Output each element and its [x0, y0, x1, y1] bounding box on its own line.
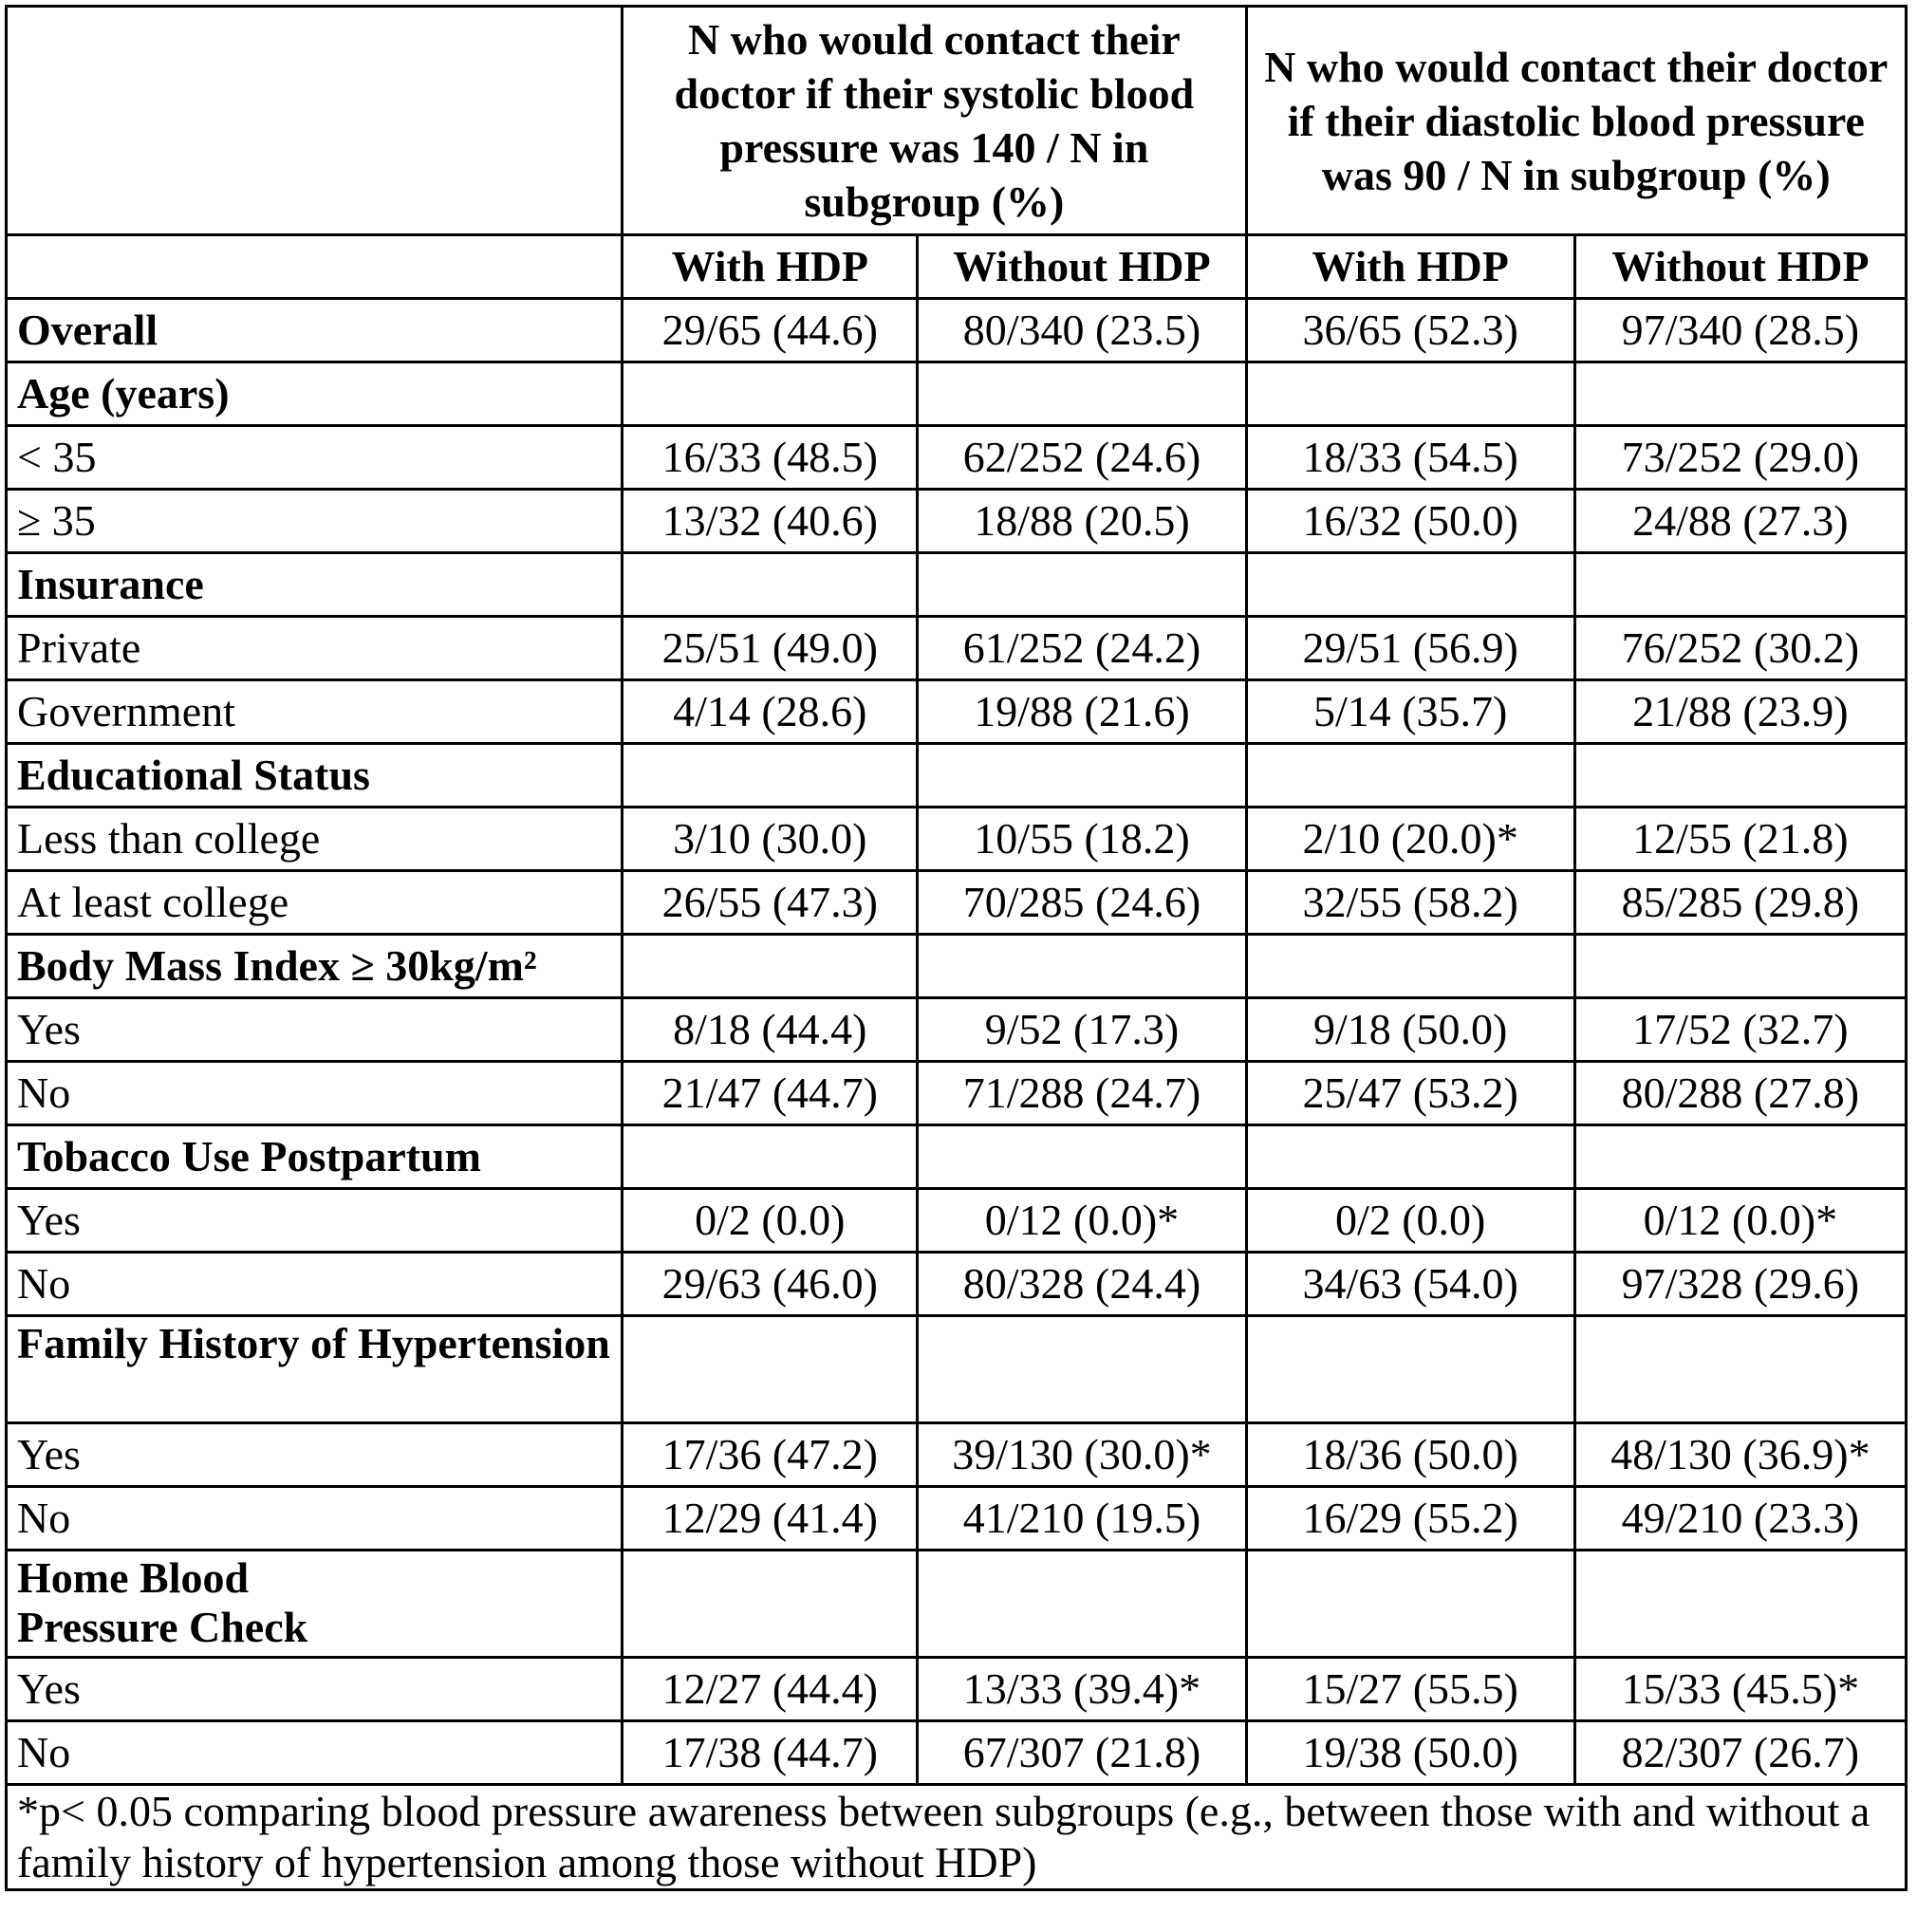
cell-diastolic-without-hdp: 12/55 (21.8) [1574, 808, 1906, 871]
row-label: Age (years) [7, 362, 623, 426]
cell-diastolic-with-hdp: 32/55 (58.2) [1246, 871, 1574, 935]
row-label: Yes [7, 998, 623, 1062]
cell-diastolic-without-hdp [1574, 744, 1906, 808]
row-label: Yes [7, 1658, 623, 1721]
row-label: Less than college [7, 808, 623, 871]
cell-diastolic-without-hdp: 49/210 (23.3) [1574, 1487, 1906, 1551]
table-row [7, 871, 1907, 935]
cell-diastolic-without-hdp: 97/328 (29.6) [1574, 1253, 1906, 1316]
row-label: Insurance [7, 553, 623, 617]
cell-diastolic-without-hdp: 0/12 (0.0)* [1574, 1189, 1906, 1253]
cell-systolic-without-hdp: 18/88 (20.5) [918, 490, 1246, 553]
cell-systolic-without-hdp: 61/252 (24.2) [918, 617, 1246, 680]
cell-diastolic-without-hdp: 15/33 (45.5)* [1574, 1658, 1906, 1721]
cell-diastolic-without-hdp [1574, 1125, 1906, 1189]
cell-systolic-without-hdp: 0/12 (0.0)* [918, 1189, 1246, 1253]
diastolic-with-hdp-header: With HDP [1246, 235, 1574, 299]
cell-diastolic-with-hdp: 19/38 (50.0) [1246, 1721, 1574, 1785]
table-row [7, 1658, 1907, 1721]
table-row [7, 744, 1907, 808]
cell-systolic-without-hdp: 70/285 (24.6) [918, 871, 1246, 935]
cell-diastolic-with-hdp [1246, 1551, 1574, 1658]
cell-systolic-with-hdp: 0/2 (0.0) [623, 1189, 918, 1253]
cell-diastolic-without-hdp: 76/252 (30.2) [1574, 617, 1906, 680]
table-row [7, 1316, 1907, 1423]
table-row [7, 1551, 1907, 1658]
row-label: No [7, 1721, 623, 1785]
corner-cell [7, 7, 623, 235]
cell-systolic-with-hdp: 16/33 (48.5) [623, 426, 918, 490]
table-row [7, 998, 1907, 1062]
cell-diastolic-with-hdp: 25/47 (53.2) [1246, 1062, 1574, 1125]
row-label: Government [7, 680, 623, 744]
cell-diastolic-without-hdp: 97/340 (28.5) [1574, 299, 1906, 362]
row-label: No [7, 1062, 623, 1125]
cell-systolic-without-hdp: 19/88 (21.6) [918, 680, 1246, 744]
cell-diastolic-without-hdp: 73/252 (29.0) [1574, 426, 1906, 490]
cell-diastolic-without-hdp [1574, 362, 1906, 426]
table-row [7, 299, 1907, 362]
table-row [7, 1487, 1907, 1551]
cell-diastolic-without-hdp: 80/288 (27.8) [1574, 1062, 1906, 1125]
cell-diastolic-without-hdp: 85/285 (29.8) [1574, 871, 1906, 935]
cell-systolic-with-hdp [623, 553, 918, 617]
row-label: Overall [7, 299, 623, 362]
cell-diastolic-with-hdp [1246, 1316, 1574, 1423]
cell-systolic-without-hdp: 39/130 (30.0)* [918, 1423, 1246, 1487]
cell-diastolic-with-hdp: 34/63 (54.0) [1246, 1253, 1574, 1316]
cell-systolic-without-hdp: 67/307 (21.8) [918, 1721, 1246, 1785]
cell-diastolic-with-hdp: 18/36 (50.0) [1246, 1423, 1574, 1487]
cell-diastolic-without-hdp: 82/307 (26.7) [1574, 1721, 1906, 1785]
row-label: < 35 [7, 426, 623, 490]
systolic-group-header: N who would contact their doctor if their systolic blood pressure was 140 / N in subgroup (%) [623, 7, 1246, 235]
cell-diastolic-without-hdp: 48/130 (36.9)* [1574, 1423, 1906, 1487]
systolic-without-hdp-header: Without HDP [918, 235, 1246, 299]
cell-systolic-with-hdp: 12/29 (41.4) [623, 1487, 918, 1551]
cell-systolic-without-hdp [918, 1125, 1246, 1189]
table-row [7, 1721, 1907, 1785]
cell-systolic-without-hdp: 41/210 (19.5) [918, 1487, 1246, 1551]
cell-systolic-with-hdp: 17/36 (47.2) [623, 1423, 918, 1487]
cell-systolic-with-hdp: 29/63 (46.0) [623, 1253, 918, 1316]
cell-systolic-without-hdp [918, 1551, 1246, 1658]
cell-systolic-with-hdp: 4/14 (28.6) [623, 680, 918, 744]
row-label: Yes [7, 1423, 623, 1487]
cell-systolic-without-hdp [918, 553, 1246, 617]
cell-systolic-without-hdp: 13/33 (39.4)* [918, 1658, 1246, 1721]
table-row [7, 553, 1907, 617]
cell-diastolic-without-hdp: 24/88 (27.3) [1574, 490, 1906, 553]
cell-systolic-without-hdp: 80/340 (23.5) [918, 299, 1246, 362]
table-row [7, 680, 1907, 744]
cell-systolic-with-hdp: 3/10 (30.0) [623, 808, 918, 871]
cell-systolic-without-hdp [918, 1316, 1246, 1423]
cell-diastolic-with-hdp [1246, 744, 1574, 808]
row-label: Body Mass Index ≥ 30kg/m² [7, 935, 623, 998]
cell-systolic-without-hdp [918, 744, 1246, 808]
row-label: Home Blood Pressure Check [7, 1551, 623, 1658]
cell-systolic-without-hdp: 10/55 (18.2) [918, 808, 1246, 871]
row-label: No [7, 1253, 623, 1316]
row-label: Yes [7, 1189, 623, 1253]
cell-systolic-without-hdp: 62/252 (24.6) [918, 426, 1246, 490]
cell-diastolic-with-hdp: 16/32 (50.0) [1246, 490, 1574, 553]
cell-diastolic-with-hdp: 9/18 (50.0) [1246, 998, 1574, 1062]
diastolic-without-hdp-header: Without HDP [1574, 235, 1906, 299]
cell-systolic-with-hdp [623, 744, 918, 808]
row-label: Tobacco Use Postpartum [7, 1125, 623, 1189]
cell-systolic-with-hdp [623, 1316, 918, 1423]
sub-header-row [7, 235, 1907, 299]
table-row [7, 617, 1907, 680]
cell-diastolic-with-hdp: 15/27 (55.5) [1246, 1658, 1574, 1721]
cell-systolic-with-hdp: 26/55 (47.3) [623, 871, 918, 935]
cell-systolic-without-hdp: 80/328 (24.4) [918, 1253, 1246, 1316]
results-table [5, 5, 1908, 1891]
table-row [7, 935, 1907, 998]
cell-systolic-without-hdp: 9/52 (17.3) [918, 998, 1246, 1062]
row-label: Private [7, 617, 623, 680]
diastolic-group-header: N who would contact their doctor if their diastolic blood pressure was 90 / N in subgroup (%) [1246, 7, 1906, 235]
cell-systolic-with-hdp [623, 362, 918, 426]
table-row [7, 1423, 1907, 1487]
table-row [7, 362, 1907, 426]
cell-diastolic-with-hdp: 2/10 (20.0)* [1246, 808, 1574, 871]
cell-diastolic-without-hdp [1574, 553, 1906, 617]
footnote-row [7, 1785, 1907, 1890]
cell-diastolic-with-hdp [1246, 362, 1574, 426]
table-row [7, 1189, 1907, 1253]
systolic-with-hdp-header: With HDP [623, 235, 918, 299]
table-row [7, 1062, 1907, 1125]
table-row [7, 808, 1907, 871]
cell-diastolic-with-hdp: 5/14 (35.7) [1246, 680, 1574, 744]
cell-systolic-with-hdp [623, 1125, 918, 1189]
cell-systolic-with-hdp: 25/51 (49.0) [623, 617, 918, 680]
row-label: At least college [7, 871, 623, 935]
cell-systolic-without-hdp: 71/288 (24.7) [918, 1062, 1246, 1125]
cell-diastolic-with-hdp: 0/2 (0.0) [1246, 1189, 1574, 1253]
cell-diastolic-with-hdp: 29/51 (56.9) [1246, 617, 1574, 680]
table-body [7, 299, 1907, 1785]
cell-diastolic-with-hdp [1246, 553, 1574, 617]
cell-systolic-without-hdp [918, 362, 1246, 426]
cell-diastolic-with-hdp: 16/29 (55.2) [1246, 1487, 1574, 1551]
cell-diastolic-without-hdp: 17/52 (32.7) [1574, 998, 1906, 1062]
row-label: ≥ 35 [7, 490, 623, 553]
cell-diastolic-without-hdp [1574, 1316, 1906, 1423]
cell-systolic-with-hdp: 29/65 (44.6) [623, 299, 918, 362]
cell-systolic-with-hdp: 21/47 (44.7) [623, 1062, 918, 1125]
cell-systolic-with-hdp: 17/38 (44.7) [623, 1721, 918, 1785]
table-row [7, 426, 1907, 490]
row-label: Educational Status [7, 744, 623, 808]
cell-diastolic-with-hdp: 36/65 (52.3) [1246, 299, 1574, 362]
cell-diastolic-without-hdp [1574, 1551, 1906, 1658]
cell-diastolic-with-hdp [1246, 1125, 1574, 1189]
group-header-row [7, 7, 1907, 235]
row-label: Family History of Hypertension [7, 1316, 623, 1423]
cell-systolic-with-hdp [623, 935, 918, 998]
cell-systolic-with-hdp [623, 1551, 918, 1658]
cell-diastolic-without-hdp: 21/88 (23.9) [1574, 680, 1906, 744]
cell-systolic-with-hdp: 8/18 (44.4) [623, 998, 918, 1062]
row-label: No [7, 1487, 623, 1551]
cell-systolic-with-hdp: 12/27 (44.4) [623, 1658, 918, 1721]
table-row [7, 1253, 1907, 1316]
cell-diastolic-with-hdp [1246, 935, 1574, 998]
table-row [7, 490, 1907, 553]
footnote: *p< 0.05 comparing blood pressure awareness between subgroups (e.g., between those with and without a family history of hypertension among those without HDP) [7, 1785, 1907, 1890]
cell-diastolic-without-hdp [1574, 935, 1906, 998]
cell-systolic-without-hdp [918, 935, 1246, 998]
sub-header-empty-cell [7, 235, 623, 299]
cell-diastolic-with-hdp: 18/33 (54.5) [1246, 426, 1574, 490]
cell-systolic-with-hdp: 13/32 (40.6) [623, 490, 918, 553]
table-row [7, 1125, 1907, 1189]
